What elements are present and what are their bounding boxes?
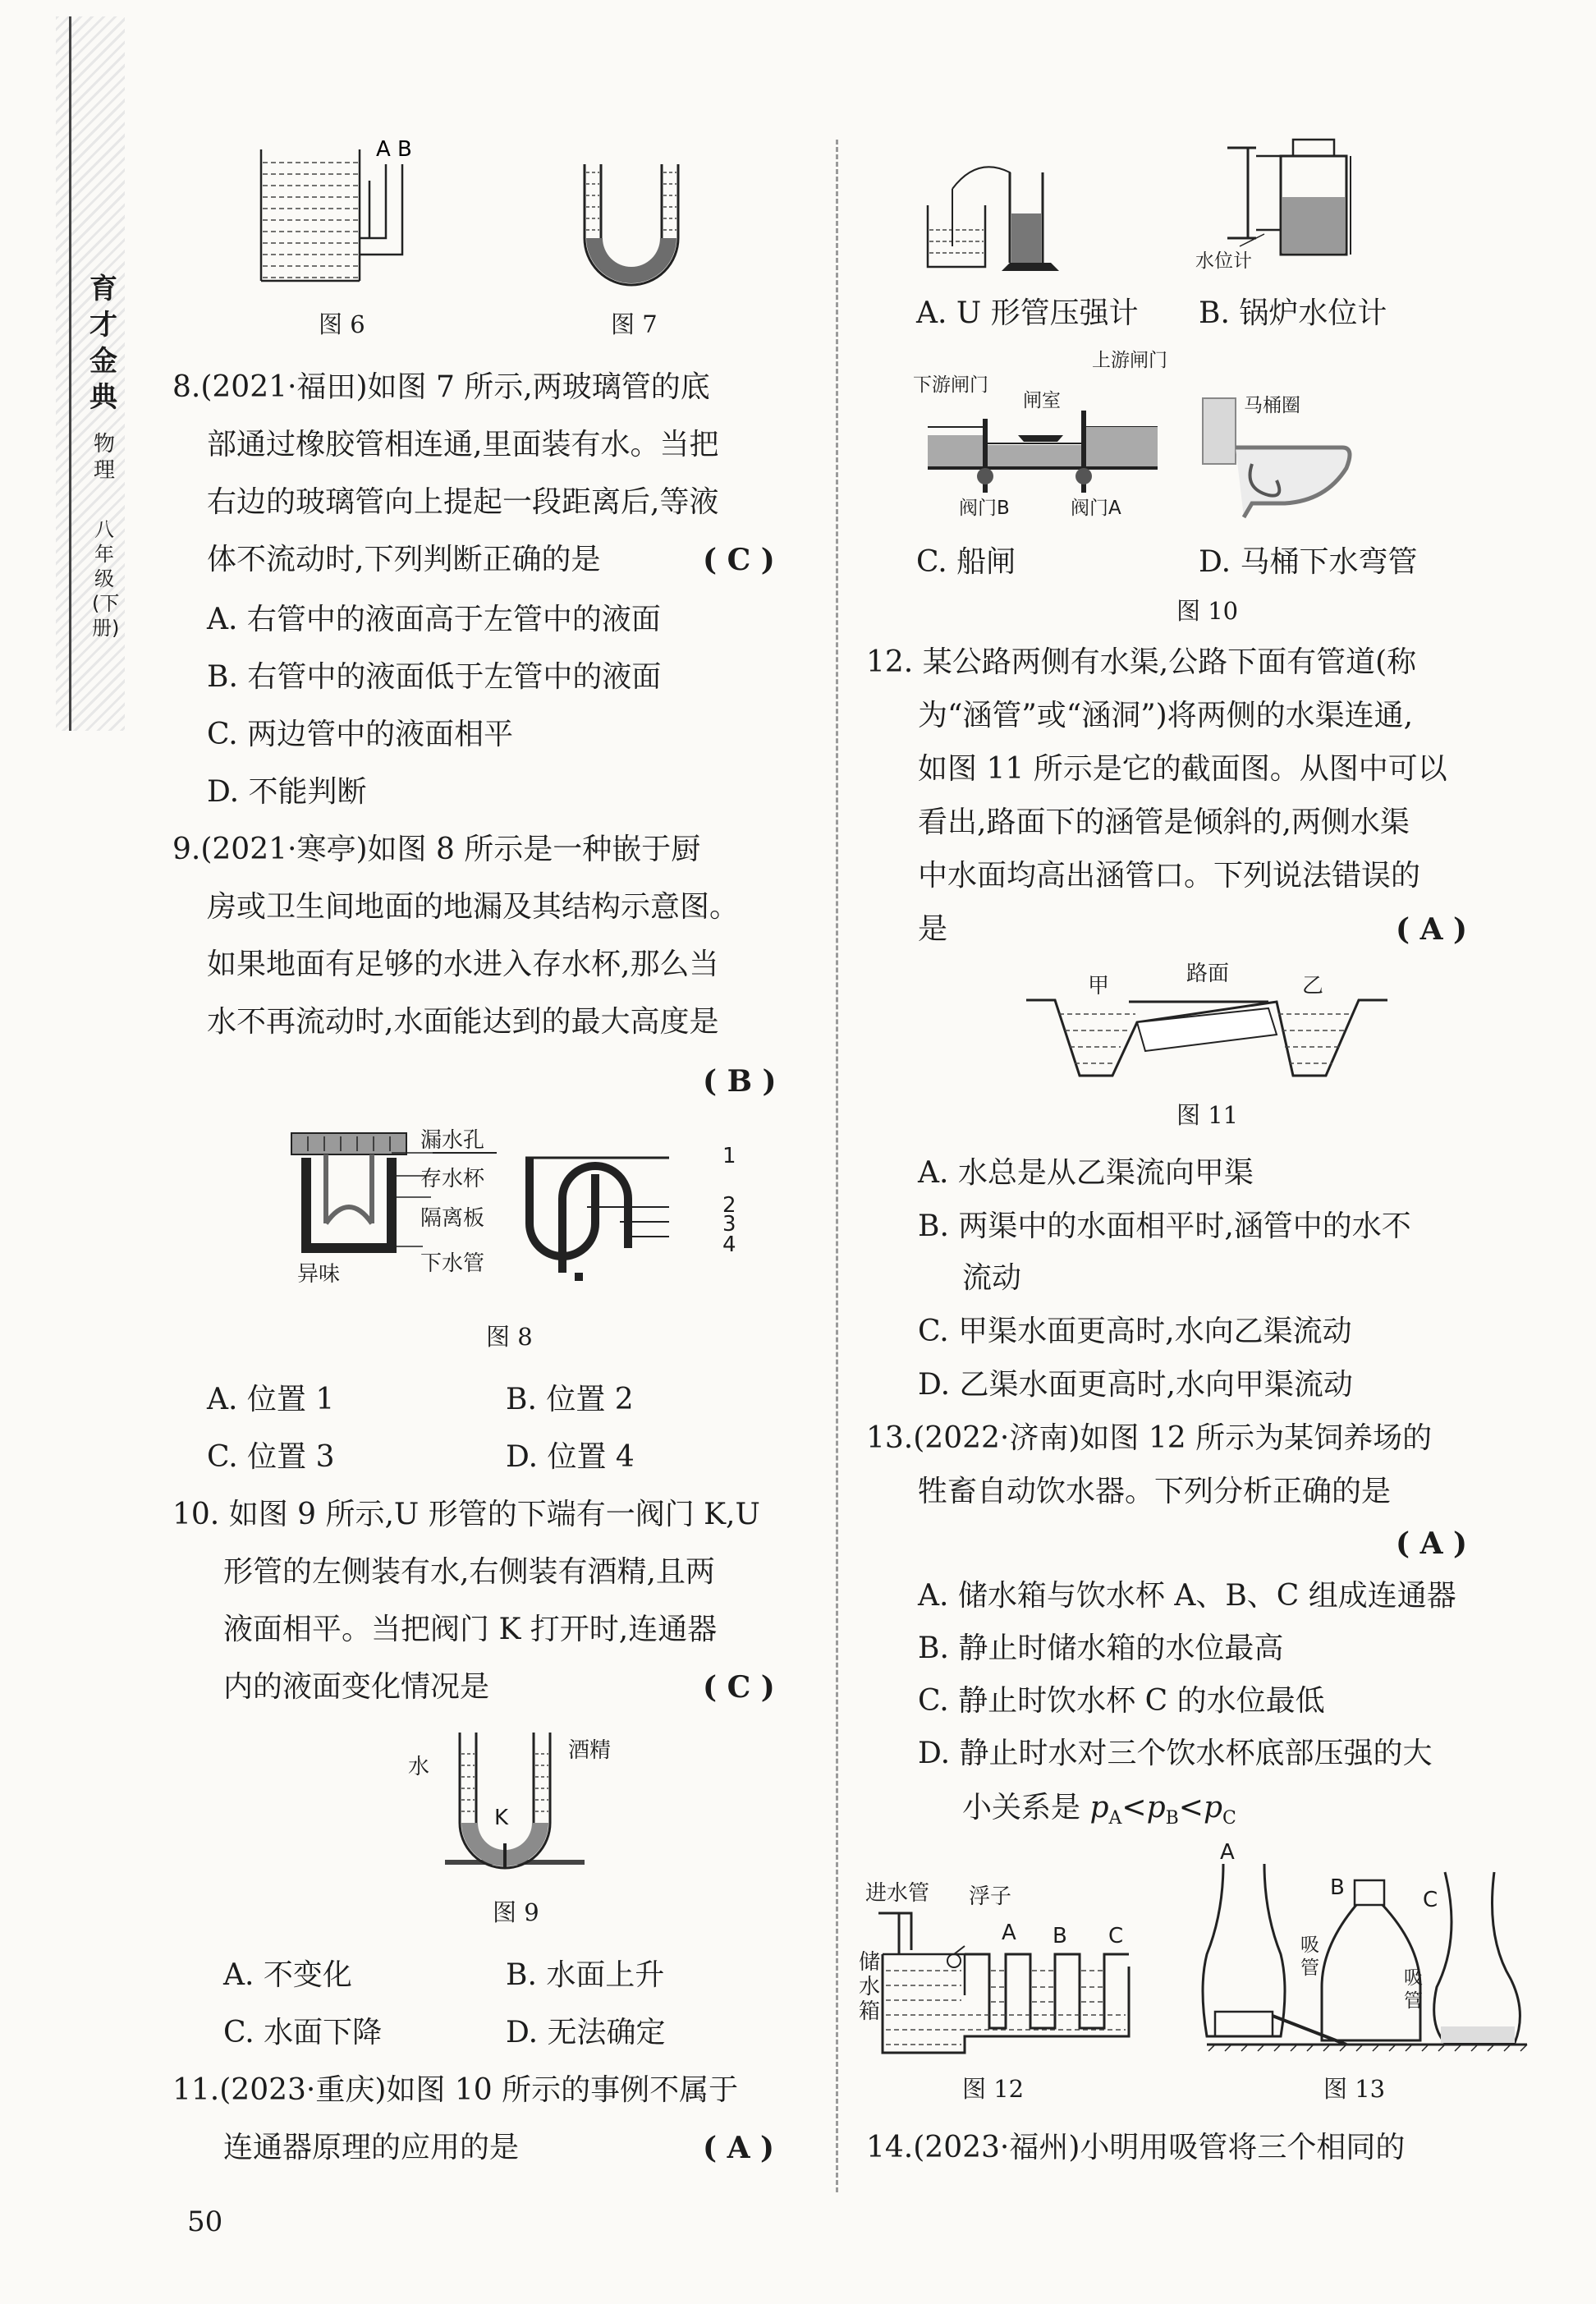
- q13-option-b: B. 静止时储水箱的水位最高: [918, 1632, 1284, 1665]
- q9-line-3: 如果地面有足够的水进入存水杯,那么当: [207, 948, 719, 981]
- q10-option-c: C. 水面下降: [223, 2016, 383, 2049]
- fig10-label-valve-b: 阀门B: [959, 498, 1010, 519]
- q13-option-d-cont: [962, 1790, 1236, 1837]
- fig10-label-downstream-gate: 下游闸门: [913, 374, 988, 396]
- fig12-label-b: B: [1053, 1924, 1067, 1948]
- q10-option-a: A. 不变化: [223, 1958, 352, 1992]
- q13-formula-sub-c: C: [1222, 1808, 1236, 1829]
- fig6-caption: 图 6: [319, 310, 365, 338]
- q8-option-d: D. 不能判断: [207, 775, 367, 809]
- fig9-caption: 图 9: [493, 1898, 539, 1926]
- q8-line-4: 体不流动时,下列判断正确的是: [207, 543, 601, 576]
- q10-option-d: D. 无法确定: [506, 2016, 666, 2049]
- fig6-ab-label: A B: [376, 137, 412, 162]
- q9-line-1: 9.(2021·寒亭)如图 8 所示是一种嵌于厨: [172, 833, 701, 866]
- fig10-option-d: D. 马桶下水弯管: [1199, 545, 1418, 579]
- q11-line-1: 11.(2023·重庆)如图 10 所示的事例不属于: [172, 2073, 739, 2107]
- fig13-label-a: A: [1220, 1840, 1235, 1865]
- figure-10a-manometer: [920, 156, 1075, 279]
- q13-answer: ( A ): [1396, 1526, 1468, 1561]
- q8-answer: ( C ): [703, 543, 775, 577]
- fig8-position-4: 4: [722, 1232, 736, 1257]
- q13-formula-lt-2: <: [1178, 1791, 1204, 1824]
- fig13-label-c: C: [1423, 1888, 1438, 1912]
- q13-line-1: 13.(2022·济南)如图 12 所示为某饲养场的: [866, 1421, 1433, 1455]
- q12-answer: ( A ): [1396, 912, 1468, 947]
- q10-answer: ( C ): [703, 1670, 775, 1705]
- q13-formula-p-c: p: [1203, 1791, 1223, 1824]
- q8-line-1: 8.(2021·福田)如图 7 所示,两玻璃管的底: [172, 370, 710, 404]
- fig7-caption: 图 7: [611, 310, 658, 338]
- fig8-label-water-cup: 存水杯: [420, 1167, 485, 1191]
- fig10-label-boiler-gauge: 水位计: [1195, 250, 1252, 272]
- fig13-caption: 图 13: [1323, 2075, 1386, 2103]
- fig9-label-k: K: [494, 1806, 509, 1830]
- figure-11: [1022, 985, 1392, 1088]
- q8-option-a: A. 右管中的液面高于左管中的液面: [207, 603, 661, 636]
- q12-option-b: B. 两渠中的水面相平时,涵管中的水不: [918, 1209, 1411, 1243]
- fig12-label-c: C: [1108, 1924, 1124, 1948]
- q11-answer: ( A ): [703, 2131, 775, 2165]
- column-divider: [836, 140, 838, 2192]
- figure-13: [1199, 1847, 1535, 2053]
- fig8-label-drain-pipe: 下水管: [420, 1251, 485, 1276]
- q10-line-2: 形管的左侧装有水,右侧装有酒精,且两: [223, 1555, 715, 1589]
- fig12-caption: 图 12: [962, 2075, 1025, 2103]
- fig12-label-inlet-pipe: 进水管: [865, 1881, 930, 1906]
- sidebar-line: [69, 16, 71, 731]
- q9-option-b: B. 位置 2: [506, 1383, 634, 1416]
- q11-line-2: 连通器原理的应用的是: [223, 2131, 520, 2164]
- q9-answer: ( B ): [703, 1064, 777, 1099]
- figure-10c-ship-lock: [920, 402, 1166, 509]
- fig10-option-b: B. 锅炉水位计: [1199, 296, 1387, 330]
- fig10-caption: 图 10: [1176, 597, 1239, 625]
- q12-line-5: 中水面均高出涵管口。下列说法错误的: [918, 859, 1421, 893]
- figure-6: [246, 131, 443, 296]
- fig11-label-road: 路面: [1186, 962, 1230, 986]
- fig8-label-odor: 异味: [297, 1262, 341, 1287]
- fig8-position-1: 1: [722, 1144, 736, 1168]
- q8-line-3: 右边的玻璃管向上提起一段距离后,等液: [207, 485, 719, 519]
- q13-formula-p-a: p: [1089, 1791, 1109, 1824]
- q13-formula-sub-b: B: [1165, 1808, 1179, 1829]
- q9-line-2: 房或卫生间地面的地漏及其结构示意图。: [207, 890, 740, 924]
- fig10-label-valve-a: 阀门A: [1071, 498, 1121, 519]
- q12-option-c: C. 甲渠水面更高时,水向乙渠流动: [918, 1315, 1352, 1348]
- q8-option-b: B. 右管中的液面低于左管中的液面: [207, 660, 662, 694]
- fig11-label-jia: 甲: [1088, 974, 1110, 998]
- q13-formula-p-b: p: [1146, 1791, 1166, 1824]
- q13-option-c: C. 静止时饮水杯 C 的水位最低: [918, 1684, 1325, 1718]
- fig13-label-b: B: [1330, 1875, 1345, 1900]
- q13-option-d: D. 静止时水对三个饮水杯底部压强的大: [918, 1737, 1433, 1770]
- fig10-label-lock-chamber: 闸室: [1023, 390, 1061, 411]
- q10-option-b: B. 水面上升: [506, 1958, 665, 1992]
- fig9-label-water: 水: [408, 1755, 430, 1779]
- fig8-position-2: 2: [722, 1193, 736, 1218]
- q13-formula-lt-1: <: [1121, 1791, 1147, 1824]
- q9-option-a: A. 位置 1: [207, 1383, 335, 1416]
- q13-option-a: A. 储水箱与饮水杯 A、B、C 组成连通器: [918, 1579, 1456, 1613]
- q12-line-1: 12. 某公路两侧有水渠,公路下面有管道(称: [866, 645, 1417, 679]
- fig13-label-straw-left: 吸管: [1300, 1935, 1319, 1979]
- q12-option-a: A. 水总是从乙渠流向甲渠: [918, 1156, 1254, 1190]
- fig9-label-alcohol: 酒精: [568, 1738, 612, 1763]
- fig8-label-leak-hole: 漏水孔: [420, 1128, 485, 1153]
- fig10-label-upstream-gate: 上游闸门: [1092, 350, 1167, 371]
- q12-line-3: 如图 11 所示是它的截面图。从图中可以: [918, 752, 1447, 786]
- q13-formula-sub-a: A: [1108, 1808, 1122, 1829]
- q13-option-d-cont-text: 小关系是: [962, 1791, 1081, 1824]
- page-number: 50: [187, 2205, 223, 2238]
- fig12-label-tank: 储水箱: [859, 1950, 881, 2024]
- fig11-label-yi: 乙: [1302, 974, 1324, 998]
- fig10-option-a: A. U 形管压强计: [916, 296, 1139, 330]
- sidebar-grade: 八年级(下册): [92, 518, 120, 640]
- fig12-label-float: 浮子: [969, 1884, 1012, 1909]
- sidebar-brand: 育才金典: [89, 273, 117, 414]
- q10-line-4: 内的液面变化情况是: [223, 1670, 490, 1704]
- q13-line-2: 牲畜自动饮水器。下列分析正确的是: [918, 1475, 1392, 1508]
- figure-7: [575, 156, 698, 296]
- figure-8: [283, 1125, 751, 1306]
- q10-line-1: 10. 如图 9 所示,U 形管的下端有一阀门 K,U: [172, 1498, 760, 1531]
- q12-option-b-cont: 流动: [962, 1261, 1022, 1295]
- q9-option-d: D. 位置 4: [506, 1440, 635, 1474]
- fig8-caption: 图 8: [486, 1323, 533, 1351]
- q8-line-2: 部通过橡胶管相连通,里面装有水。当把: [207, 428, 719, 461]
- q10-line-3: 液面相平。当把阀门 K 打开时,连通器: [223, 1613, 718, 1646]
- fig12-label-a: A: [1002, 1921, 1016, 1945]
- sidebar-subject: 物理: [93, 432, 115, 483]
- q12-option-d: D. 乙渠水面更高时,水向甲渠流动: [918, 1368, 1353, 1402]
- q12-line-4: 看出,路面下的涵管是倾斜的,两侧水渠: [918, 805, 1410, 839]
- fig10-label-toilet-ring: 马桶圈: [1244, 395, 1300, 416]
- q12-line-2: 为“涵管”或“涵洞”)将两侧的水渠连通,: [918, 699, 1414, 732]
- fig8-label-partition: 隔离板: [420, 1206, 485, 1231]
- q9-option-c: C. 位置 3: [207, 1440, 335, 1474]
- q8-option-c: C. 两边管中的液面相平: [207, 718, 514, 751]
- q14-line-1: 14.(2023·福州)小明用吸管将三个相同的: [866, 2131, 1406, 2164]
- fig10-option-c: C. 船闸: [916, 545, 1016, 579]
- fig13-label-straw-right: 吸管: [1404, 1967, 1423, 2012]
- fig11-caption: 图 11: [1176, 1101, 1239, 1129]
- fig8-position-3: 3: [722, 1212, 736, 1237]
- q9-line-4: 水不再流动时,水面能达到的最大高度是: [207, 1005, 719, 1039]
- q12-line-6: 是: [918, 912, 948, 946]
